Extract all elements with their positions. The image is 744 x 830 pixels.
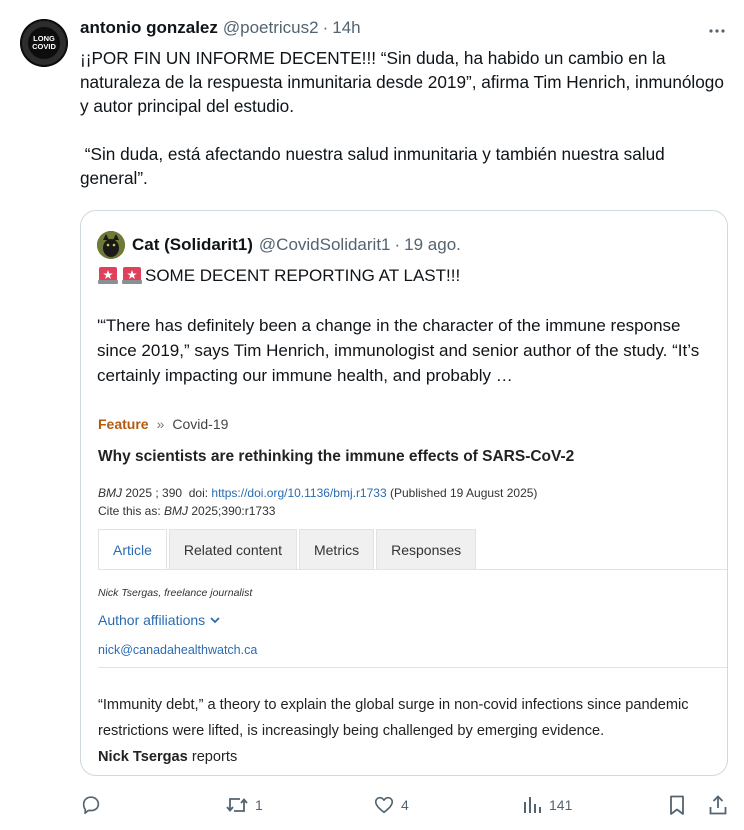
quoted-author-handle[interactable]: @CovidSolidarit1 xyxy=(258,235,391,254)
tweet-paragraph-2: “Sin duda, está afectando nuestra salud inmunitaria y también nuestra salud general”. xyxy=(80,144,670,188)
reports-text: reports xyxy=(187,749,238,765)
reply-icon xyxy=(80,794,102,816)
share-icon xyxy=(707,794,729,816)
action-bar xyxy=(80,790,730,820)
like-count: 4 xyxy=(401,797,409,813)
tweet-timestamp[interactable]: 14h xyxy=(332,18,361,37)
retweet-button[interactable] xyxy=(225,790,263,820)
views-button[interactable] xyxy=(521,790,572,820)
tweet-paragraph-1: ¡¡POR FIN UN INFORME DECENTE!!! “Sin duda, ha habido un cambio en la naturaleza de la respuesta inmunitaria desde 2019”, afirma Tim Henrich, inmunólogo y autor principal del estudio. xyxy=(80,48,724,116)
share-button[interactable] xyxy=(707,790,729,820)
breadcrumb xyxy=(98,416,228,432)
author-handle[interactable]: @poetricus2 xyxy=(222,18,319,37)
views-count: 141 xyxy=(549,797,573,813)
quoted-author-name[interactable]: Cat (Solidarit1) xyxy=(132,235,253,254)
quoted-tweet-header xyxy=(97,231,461,259)
quoted-headline: SOME DECENT REPORTING AT LAST!!! xyxy=(145,266,461,285)
article-tabs xyxy=(98,529,478,570)
affiliations-label: Author affiliations xyxy=(98,612,206,628)
article-abstract xyxy=(98,692,723,770)
tabs-divider xyxy=(98,569,727,570)
journal-name: BMJ xyxy=(98,486,122,500)
quoted-timestamp[interactable]: 19 ago. xyxy=(404,235,461,254)
bookmark-button[interactable] xyxy=(667,790,687,820)
quoted-body: '“There has definitely been a change in the character of the immune response since 2019,” says Tim Henrich, immunologist and senior author of the study. “It’s certainly impacting our immune health, and probably … xyxy=(97,316,700,385)
tweet-header xyxy=(80,18,361,42)
quoted-tweet[interactable] xyxy=(80,210,728,776)
doi-link: https://doi.org/10.1136/bmj.r1733 xyxy=(211,486,387,500)
bookmark-icon xyxy=(667,794,687,816)
breadcrumb-separator: » xyxy=(156,416,165,432)
breadcrumb-feature: Feature xyxy=(98,416,149,432)
author-credit: Nick Tsergas, freelance journalist xyxy=(98,587,253,599)
author-email: nick@canadahealthwatch.ca xyxy=(98,643,258,657)
more-button[interactable] xyxy=(706,20,728,42)
cite-journal: BMJ xyxy=(164,504,189,518)
author-avatar[interactable] xyxy=(20,19,68,67)
author-affiliations xyxy=(98,612,220,628)
more-icon xyxy=(708,22,726,40)
quoted-author-avatar[interactable] xyxy=(97,231,125,259)
cite-reference: 2025;390:r1733 xyxy=(188,504,276,518)
quoted-header-separator: · xyxy=(394,235,401,254)
author-name[interactable]: antonio gonzalez xyxy=(80,18,218,37)
siren-icon xyxy=(97,263,119,285)
abstract-text: “Immunity debt,” a theory to explain the global surge in non-covid infections since pandemic restrictions were lifted, is increasingly being challenged by emerging evidence. xyxy=(98,697,689,739)
article-image[interactable] xyxy=(81,406,727,776)
avatar-text-bottom: COVID xyxy=(32,42,56,51)
like-button[interactable] xyxy=(373,790,409,820)
quoted-tweet-text xyxy=(97,263,713,388)
cite-prefix: Cite this as: xyxy=(98,504,165,518)
chevron-down-icon xyxy=(210,617,220,624)
tab-article: Article xyxy=(98,529,167,570)
article-divider xyxy=(98,667,727,668)
avatar-text-top: LONG xyxy=(33,34,55,43)
journal-volume: 2025 ; 390 doi: xyxy=(122,486,212,500)
reply-button[interactable] xyxy=(80,790,108,820)
tab-related-content: Related content xyxy=(169,529,297,570)
article-title: Why scientists are rethinking the immune effects of SARS-CoV-2 xyxy=(98,448,575,465)
siren-icon xyxy=(121,263,143,285)
tab-metrics: Metrics xyxy=(299,529,374,570)
reporter-name: Nick Tsergas xyxy=(98,749,188,765)
retweet-icon xyxy=(225,794,249,816)
citation-block xyxy=(98,484,537,520)
like-icon xyxy=(373,794,395,816)
header-separator: · xyxy=(322,18,329,37)
published-date: (Published 19 August 2025) xyxy=(386,486,538,500)
breadcrumb-section: Covid-19 xyxy=(172,416,229,432)
views-icon xyxy=(521,794,543,816)
retweet-count: 1 xyxy=(255,797,263,813)
tab-responses: Responses xyxy=(376,529,476,570)
tweet-text xyxy=(80,46,730,190)
